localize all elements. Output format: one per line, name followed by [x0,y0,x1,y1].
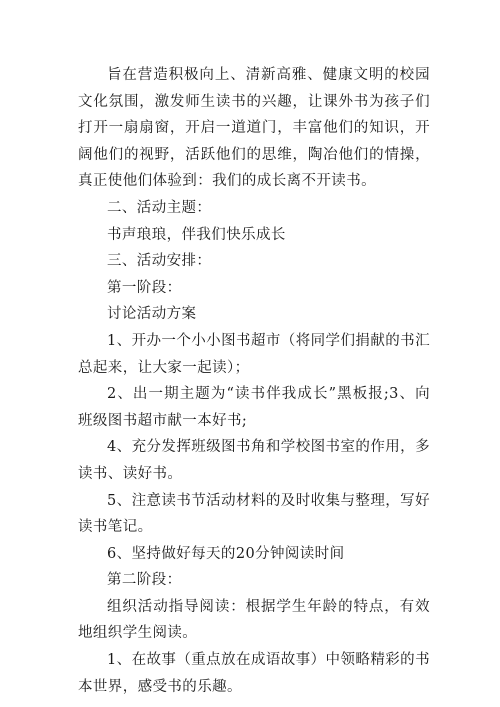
document-body [78,62,430,700]
heading-theme: 二、活动主题： [107,199,212,216]
paragraph-theme: 书声琅琅，伴我们快乐成长 [107,226,286,243]
list-item-6: 6、坚持做好每天的20分钟阅读时间 [107,545,345,562]
paragraph-guide-reading: 组织活动指导阅读：根据学生年龄的特点，有效地组织学生阅读。 [78,598,430,642]
paragraph-intro: 旨在营造积极向上、清新高雅、健康文明的校园文化氛围，激发师生读书的兴趣，让课外书为孩子们打开一扇扇窗，开启一道道门，丰富他们的知识，开阔他们的视野，活跃他们的思维，陶冶他们的情操，真正使他们体验到：我们的成长离不开读书。 [78,67,430,190]
heading-stage-one: 第一阶段： [107,279,182,296]
paragraph-discuss-plan: 讨论活动方案 [107,306,197,323]
list-item-2: 2、出一期主题为“读书伴我成长”黑板报;3、向班级图书超市献一本好书; [78,386,430,429]
list-item-4: 4、充分发挥班级图书角和学校图书室的作用，多读书、读好书。 [78,439,430,482]
heading-arrangement: 三、活动安排： [107,253,212,270]
heading-stage-two: 第二阶段： [107,572,182,589]
list-item-5: 5、注意读书节活动材料的及时收集与整理，写好读书笔记。 [78,492,430,536]
list-item-1: 1、开办一个小小图书超市（将同学们捐献的书汇总起来，让大家一起读）； [78,332,430,376]
list-item-stage-two-1: 1、在故事（重点放在成语故事）中领略精彩的书本世界，感受书的乐趣。 [78,652,430,695]
